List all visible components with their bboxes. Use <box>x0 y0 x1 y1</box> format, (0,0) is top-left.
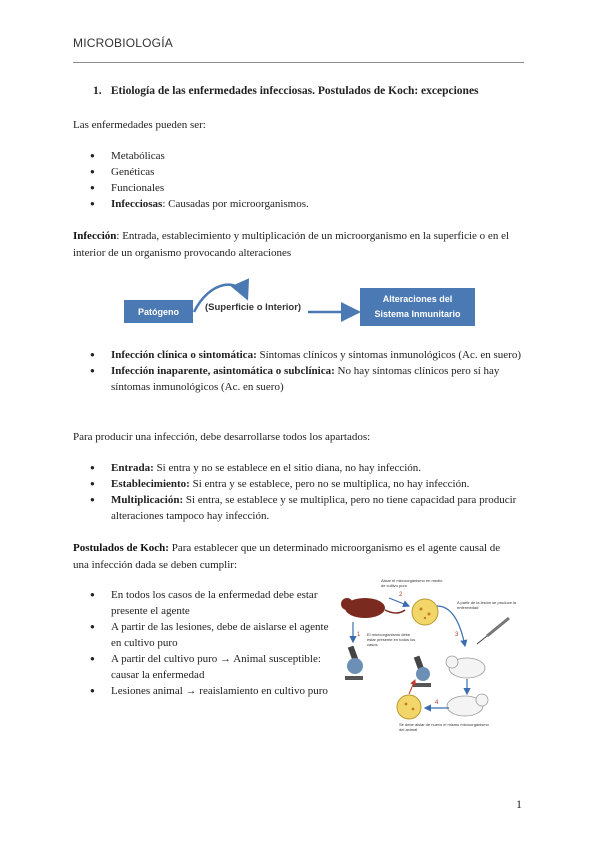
list-item: ● A partir del cultivo puro → Animal susceptible: causar la enfermedad <box>90 651 330 683</box>
list-item: ● En todos los casos de la enfermedad debe estar presente el agente <box>90 587 330 619</box>
phases-list <box>90 460 525 524</box>
list-item: ● Infección inaparente, asintomática o subclínica: No hay síntomas clínicos pero sí hay síntomas inmunológicos (Ac. en suero) <box>90 363 530 395</box>
koch-postulates-list <box>90 587 330 699</box>
section-number: 1. <box>93 85 102 97</box>
list-item: ● Infección clínica o sintomática: Síntomas clínicos y síntomas inmunológicos (Ac. en suero) <box>90 347 530 363</box>
curved-arrow-icon <box>194 285 246 312</box>
list-item: ● A partir de las lesiones, debe de aislarse el agente en cultivo puro <box>90 619 330 651</box>
section-title <box>93 85 479 97</box>
infection-types-list <box>90 347 530 395</box>
koch-definition: Postulados de Koch: Para establecer que un determinado microorganismo es el agente causal de una infección dada se deben cumplir: <box>73 542 501 571</box>
list-item: ● Entrada: Si entra y no se establece en el sitio diana, no hay infección. <box>90 460 525 476</box>
microscope-icon <box>345 646 363 680</box>
figure-caption-left: El microorganismo debe estar presente en todos los casos <box>367 632 416 647</box>
page-header: MICROBIOLOGÍA <box>73 36 173 50</box>
step-number: 2 <box>399 592 403 598</box>
syringe-icon <box>487 618 509 636</box>
location-label: (Superficie o Interior) <box>205 302 302 313</box>
section-title-text: Etiología de las enfermedades infecciosas. Postulados de Koch: excepciones <box>110 85 479 97</box>
petri-dish-icon <box>412 599 438 625</box>
phases-intro: Para producir una infección, debe desarrollarse todos los apartados: <box>73 431 371 443</box>
step-number: 4 <box>435 700 439 706</box>
list-item: ● Funcionales <box>90 180 520 196</box>
list-item: ● Metabólicas <box>90 148 520 164</box>
petri-dish-icon <box>397 695 421 719</box>
disease-types-list <box>90 148 520 212</box>
intro-text: Las enfermedades pueden ser: <box>73 119 206 131</box>
header-divider <box>73 62 524 63</box>
figure-caption-right: A partir de la lesión se produce la enfermedad <box>457 600 517 610</box>
list-item: ● Infecciosas: Causadas por microorganismos. <box>90 196 520 212</box>
koch-figure <box>337 576 520 738</box>
infection-definition: Infección: Entrada, establecimiento y multiplicación de un microorganismo en la superficie o en el interior de un organismo provocando alteraciones <box>73 230 510 259</box>
diagram-arrows <box>190 276 365 326</box>
list-item: ● Establecimiento: Si entra y se establece, pero no se multiplica, no hay infección. <box>90 476 525 492</box>
list-item: ● Genéticas <box>90 164 520 180</box>
step-number: 3 <box>455 632 459 638</box>
figure-caption-bottom: Se debe aislar de nuevo el mismo microorganismo del animal <box>399 722 489 732</box>
page-number: 1 <box>516 797 522 811</box>
alterations-box: Alteraciones del Sistema Inmunitario <box>360 288 475 326</box>
list-item: ● Multiplicación: Si entra, se establece y se multiplica, pero no tiene capacidad para producir alteraciones tampoco hay infección. <box>90 492 525 524</box>
pathogen-box: Patógeno <box>124 300 193 323</box>
list-item: ● Lesiones animal → reaislamiento en cultivo puro <box>90 683 330 699</box>
figure-caption-top: Aislar el microorganismo en medio de cultivo puro <box>381 578 443 588</box>
step-number: 1 <box>357 632 361 638</box>
microscope-icon <box>413 656 431 687</box>
